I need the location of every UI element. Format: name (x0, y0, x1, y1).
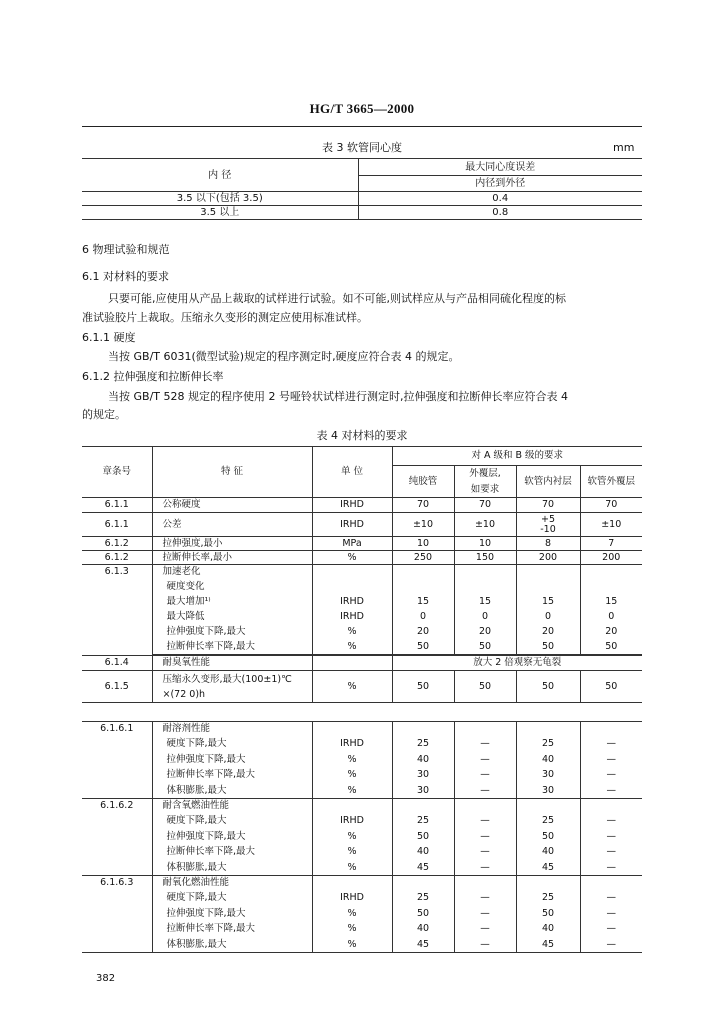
table4-cell: ±10 (392, 513, 454, 537)
table4-cell: IRHD (312, 513, 392, 537)
table4-cell: 耐臭氧性能 (152, 656, 312, 671)
table4-cell: 硬度下降,最大 (152, 891, 312, 907)
table4-cell: 0 (516, 610, 580, 625)
table3-col-max-error: 最大同心度误差 (358, 159, 642, 176)
table4-cell: % (312, 640, 392, 655)
table4-cell: 50 (392, 829, 454, 845)
table4-header-cover: 外覆层, (454, 466, 516, 483)
table4-cell: 6.1.1 (82, 513, 152, 537)
table4-cell: 50 (454, 640, 516, 655)
table4-cell: — (454, 783, 516, 799)
table4-cell: 15 (454, 595, 516, 610)
table4-cell: 10 (392, 537, 454, 551)
table4-cell: 45 (516, 860, 580, 876)
table4-cell: % (312, 768, 392, 784)
table4-cell: 6.1.1 (82, 498, 152, 513)
table4-cell: 7 (580, 537, 642, 551)
table4-cell: — (454, 891, 516, 907)
table4-cell: % (312, 752, 392, 768)
table4-cell: — (454, 937, 516, 953)
table3-title: 表 3 软管同心度 (322, 141, 402, 154)
table4-cell: 30 (516, 783, 580, 799)
table4-cell: IRHD (312, 737, 392, 753)
table4-cell: — (580, 860, 642, 876)
table4-cell: MPa (312, 537, 392, 551)
table4-cell: 50 (392, 671, 454, 703)
table4-cell: 40 (392, 922, 454, 938)
table4-cell: 30 (392, 768, 454, 784)
table4-cell: 6.1.6.1 (82, 722, 152, 799)
table4-cell: 20 (580, 625, 642, 640)
table4-cell: IRHD (312, 891, 392, 907)
table4-cell: 25 (392, 891, 454, 907)
table4-header-property: 特 征 (152, 447, 312, 498)
table4-cell: 70 (516, 498, 580, 513)
table4-cell: IRHD (312, 814, 392, 830)
table4-cell: 25 (516, 891, 580, 907)
table4-cell: 硬度变化 (152, 580, 312, 595)
table4-cell: 6.1.3 (82, 565, 152, 656)
table4-cell: % (312, 922, 392, 938)
compression-set-line1: 压缩永久变形,最大(100±1)℃ (162, 673, 292, 685)
table4-cell: 加速老化 (152, 565, 312, 580)
table4-cell: — (580, 845, 642, 861)
table4-cell: 最大降低 (152, 610, 312, 625)
table4-cell: 6.1.2 (82, 537, 152, 551)
table4-header-clause: 章条号 (82, 447, 152, 498)
table4-cell: — (580, 783, 642, 799)
tol-minus: -10 (540, 523, 556, 535)
table4-header-lining: 软管内衬层 (516, 466, 580, 498)
table4-cell: 拉伸强度下降,最大 (152, 829, 312, 845)
table4-cell: 150 (454, 551, 516, 565)
table4-cell: 拉伸强度下降,最大 (152, 752, 312, 768)
table4-cell: 50 (516, 640, 580, 655)
table4-cell: 耐溶剂性能 (152, 722, 312, 737)
table4-cell: % (312, 937, 392, 953)
table4-cell: 拉断伸长率,最小 (152, 551, 312, 565)
table4-cell: — (580, 768, 642, 784)
table4-cell: 50 (580, 640, 642, 655)
table4-cell: % (312, 906, 392, 922)
table4-cell: 10 (454, 537, 516, 551)
table4-cell: 体积膨胀,最大 (152, 783, 312, 799)
table4-cell: — (454, 922, 516, 938)
table4-cell: 放大 2 倍观察无龟裂 (392, 656, 642, 671)
table4-cell: — (580, 937, 642, 953)
table4-cell: 公差 (152, 513, 312, 537)
table4-cell: 30 (516, 768, 580, 784)
table4-cell: — (580, 814, 642, 830)
table4-cell: 0 (454, 610, 516, 625)
table4-cell: 25 (392, 814, 454, 830)
table4-cell: 200 (516, 551, 580, 565)
table4-cell: IRHD (312, 610, 392, 625)
table4-cell: 20 (516, 625, 580, 640)
table4-cell: 45 (392, 860, 454, 876)
table4-cell: 50 (580, 671, 642, 703)
table4-cell: 6.1.6.3 (82, 876, 152, 953)
table4-cell: 耐含氧燃油性能 (152, 799, 312, 814)
table4-cell: 6.1.2 (82, 551, 152, 565)
table4-cell: 拉伸强度下降,最大 (152, 906, 312, 922)
page-number: 382 (96, 973, 116, 984)
table4-cell: 25 (392, 737, 454, 753)
table4-cell: — (454, 906, 516, 922)
table4-cell: 25 (516, 737, 580, 753)
table4-cell: % (312, 783, 392, 799)
table4-cell: 公称硬度 (152, 498, 312, 513)
table4-cell: % (312, 551, 392, 565)
table4-cell: 15 (516, 595, 580, 610)
table4-cell: 45 (516, 937, 580, 953)
table3-cell: 3.5 以上 (82, 206, 358, 220)
table4-cell: 40 (516, 845, 580, 861)
table4-cell: 50 (392, 906, 454, 922)
table4-title: 表 4 对材料的要求 (316, 429, 408, 442)
table4-cell: 30 (392, 783, 454, 799)
table4-cell: 40 (392, 752, 454, 768)
table4-cell: — (580, 922, 642, 938)
paragraph: 只要可能,应使用从产品上裁取的试样进行试验。如不可能,则试样应从与产品相同硫化程度的标 (108, 292, 566, 305)
paragraph: 准试验胶片上裁取。压缩永久变形的测定应使用标准试样。 (82, 311, 368, 324)
table4-cell: — (454, 814, 516, 830)
header-rule (82, 126, 642, 127)
table4-cell: 体积膨胀,最大 (152, 937, 312, 953)
table4-cell: — (454, 845, 516, 861)
table4-cell (516, 513, 580, 537)
table4-cell: 250 (392, 551, 454, 565)
table3-col-inner-diameter: 内 径 (82, 159, 358, 192)
table4-cell: 8 (516, 537, 580, 551)
table4-cell: 硬度下降,最大 (152, 814, 312, 830)
table4-continued (82, 721, 642, 953)
table4-cell: 45 (392, 937, 454, 953)
table4-cell: 70 (392, 498, 454, 513)
paragraph: 的规定。 (82, 408, 126, 421)
table4-cell: 50 (392, 640, 454, 655)
table4-cell: ±10 (454, 513, 516, 537)
table4-cell: 耐氧化燃油性能 (152, 876, 312, 891)
tol-plus: +5 (540, 513, 555, 525)
table4-cell: % (312, 845, 392, 861)
paragraph: 当按 GB/T 6031(微型试验)规定的程序测定时,硬度应符合表 4 的规定。 (108, 350, 460, 363)
table4-cell: % (312, 671, 392, 703)
table4-cell: 50 (516, 829, 580, 845)
table4-cell: 0 (580, 610, 642, 625)
table4-cell: 拉伸强度下降,最大 (152, 625, 312, 640)
table4-cell: — (454, 860, 516, 876)
section-6-1-2-heading: 6.1.2 拉伸强度和拉断伸长率 (82, 370, 224, 383)
table3-unit: mm (613, 141, 635, 154)
section-6-heading: 6 物理试验和规范 (82, 243, 170, 256)
table4-cell: 拉伸强度,最小 (152, 537, 312, 551)
table4-cell: IRHD (312, 498, 392, 513)
table4-cell: 6.1.6.2 (82, 799, 152, 876)
table4-cell: 拉断伸长率下降,最大 (152, 845, 312, 861)
table3-cell: 3.5 以下(包括 3.5) (82, 192, 358, 206)
table4-cell: 15 (392, 595, 454, 610)
table3-cell: 0.4 (358, 192, 642, 206)
table4-cell: 20 (454, 625, 516, 640)
table4-header-pure-hose: 纯胶管 (392, 466, 454, 498)
table4-cell: 50 (516, 906, 580, 922)
table4-cell: IRHD (312, 595, 392, 610)
table4-header-requirement: 对 A 级和 B 级的要求 (392, 447, 642, 466)
table4-cell: 40 (392, 845, 454, 861)
table4-cell: — (454, 752, 516, 768)
table4-cell: 15 (580, 595, 642, 610)
table4-cell: 20 (392, 625, 454, 640)
table4-cell: — (580, 829, 642, 845)
table4-cell: ±10 (580, 513, 642, 537)
table4-header-unit: 单 位 (312, 447, 392, 498)
table4-cell: — (580, 752, 642, 768)
table4-cell: 50 (454, 671, 516, 703)
table4-cell: 体积膨胀,最大 (152, 860, 312, 876)
table4-cell: 200 (580, 551, 642, 565)
table4-cell: 50 (516, 671, 580, 703)
table4-cell: 最大增加¹⁾ (152, 595, 312, 610)
table4-cell: % (312, 625, 392, 640)
table4-cell: 70 (580, 498, 642, 513)
table4 (82, 446, 642, 703)
table3-col-sub: 内径到外径 (358, 176, 642, 192)
table4-cell: 6.1.5 (82, 671, 152, 703)
table4-cell: 0 (392, 610, 454, 625)
table4-cell: — (580, 891, 642, 907)
table4-cell: 40 (516, 922, 580, 938)
table4-cell: — (580, 906, 642, 922)
table4-cell: 拉断伸长率下降,最大 (152, 640, 312, 655)
table4-cell: 25 (516, 814, 580, 830)
table4-cell: 70 (454, 498, 516, 513)
table4-cell: — (454, 737, 516, 753)
table4-cell: 40 (516, 752, 580, 768)
table4-header-cover-2: 如要求 (454, 483, 516, 498)
table4-cell: 拉断伸长率下降,最大 (152, 768, 312, 784)
table4-cell: % (312, 829, 392, 845)
document-header: HG/T 3665—2000 (309, 101, 415, 116)
table4-header-outer-cover: 软管外覆层 (580, 466, 642, 498)
table4-cell: 硬度下降,最大 (152, 737, 312, 753)
table4-cell (152, 671, 312, 703)
table3 (82, 158, 642, 220)
table4-cell: — (454, 829, 516, 845)
section-6-1-1-heading: 6.1.1 硬度 (82, 331, 136, 344)
table4-cell: 6.1.4 (82, 656, 152, 671)
table4-cell: — (580, 737, 642, 753)
table4-cell: 拉断伸长率下降,最大 (152, 922, 312, 938)
table4-cell: % (312, 860, 392, 876)
table4-cell: — (454, 768, 516, 784)
compression-set-line2: ×(72 0)h (162, 688, 206, 700)
table3-cell: 0.8 (358, 206, 642, 220)
paragraph: 当按 GB/T 528 规定的程序使用 2 号哑铃状试样进行测定时,拉伸强度和拉断伸长率应符合表 4 (108, 390, 568, 403)
section-6-1-heading: 6.1 对材料的要求 (82, 270, 169, 283)
